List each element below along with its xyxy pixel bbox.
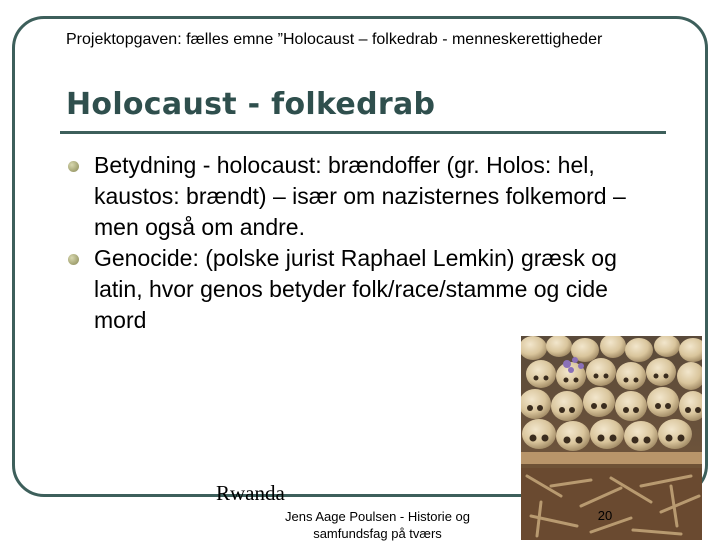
bullet-item <box>66 243 666 336</box>
bullet-icon <box>68 254 79 265</box>
bullet-text: Genocide: (polske jurist Raphael Lemkin) græsk og latin, hvor genos betyder folk/race/stamme og cide mord <box>94 245 617 333</box>
title-underline <box>60 131 666 134</box>
slide-header: Projektopgaven: fælles emne ”Holocaust – folkedrab - menneskerettigheder <box>66 31 603 48</box>
photo-caption: Rwanda <box>216 481 285 505</box>
slide-title: Holocaust - folkedrab <box>66 87 436 122</box>
bullet-icon <box>68 161 79 172</box>
page-number: 20 <box>597 508 613 523</box>
bullet-list <box>66 150 666 336</box>
bullet-text: Betydning - holocaust: brændoffer (gr. Holos: hel, kaustos: brændt) – især om nazisternes folkemord – men også om andre. <box>94 152 626 240</box>
footer-author: Jens Aage Poulsen - Historie og samfundsfag på tværs <box>285 509 470 541</box>
bullet-item <box>66 150 666 243</box>
